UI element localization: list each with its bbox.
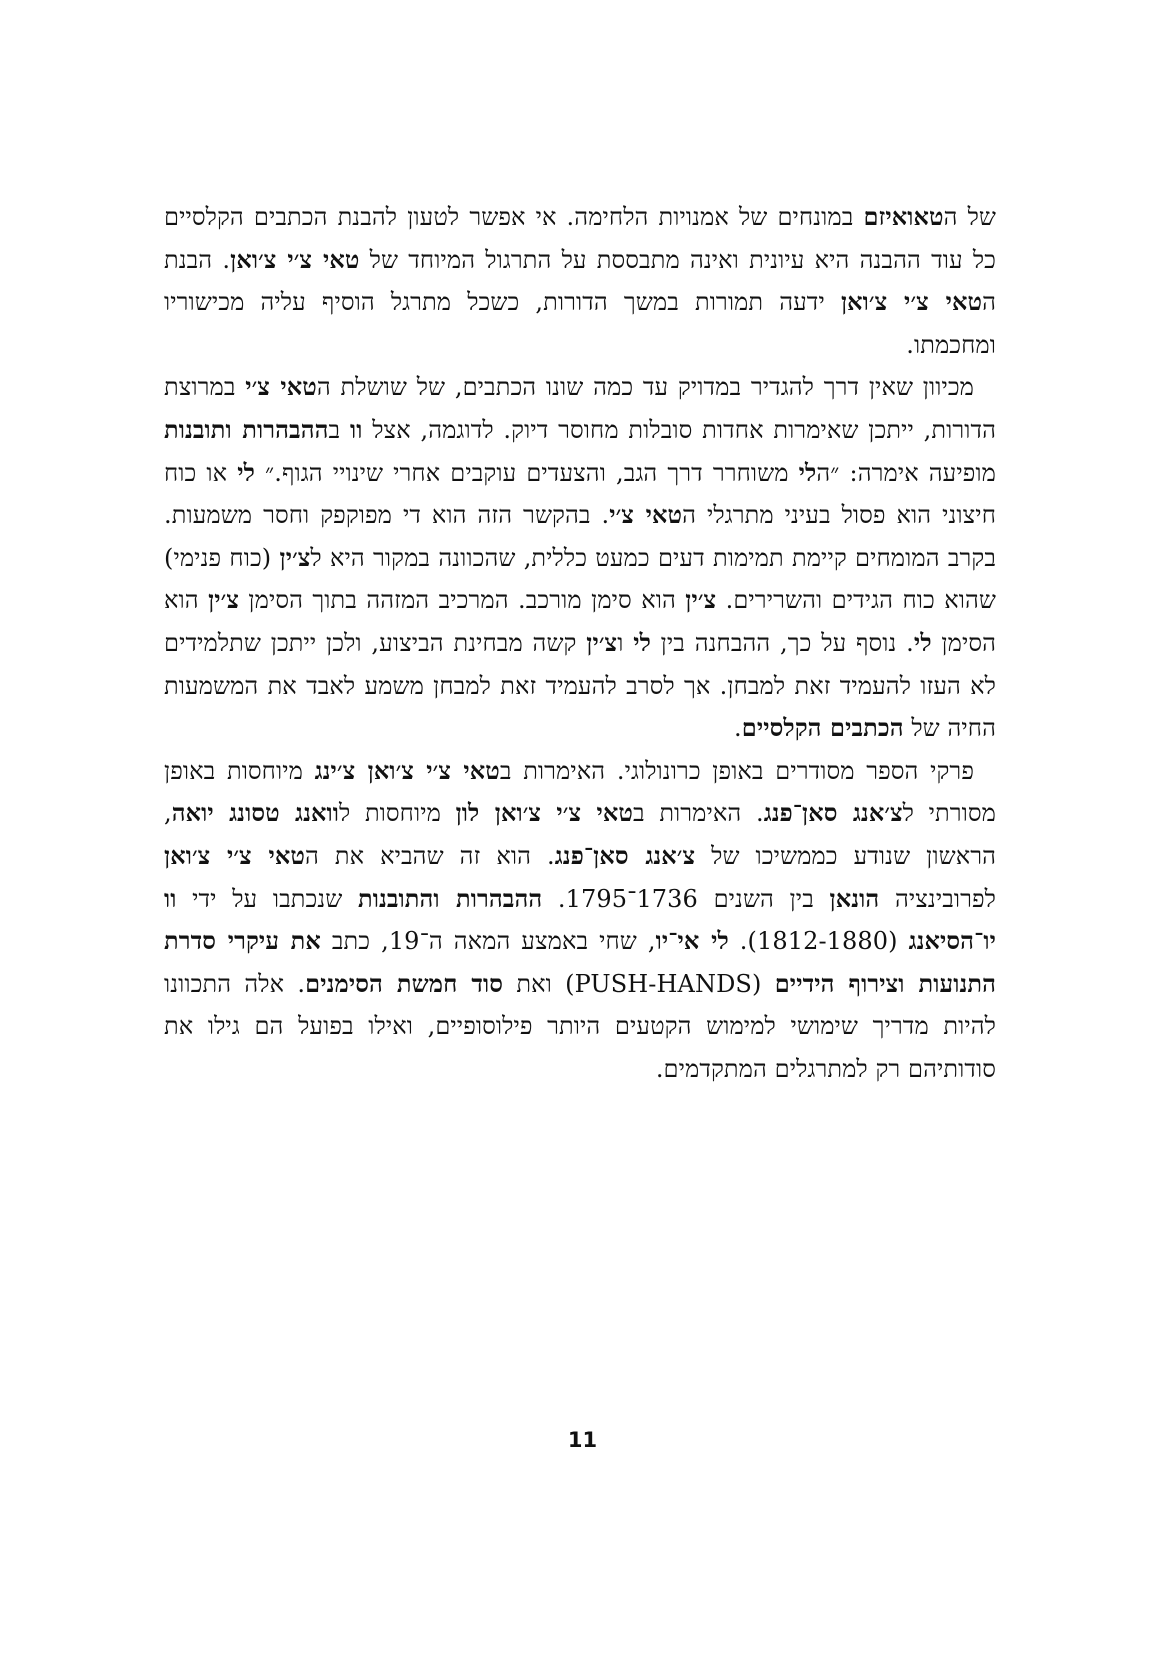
text-run: . בהקשר הזה הוא די מפוקפק וחסר משמעות. בקרב המומחים קיימת תמימות דעים כמעט כללית, שהכוונה במקור היא ל (164, 501, 997, 572)
body-text (164, 196, 996, 1090)
bold-term: צ׳ין (685, 585, 717, 615)
bold-term: לי אי־יו (655, 926, 729, 956)
bold-term: את עיקרי סדרת התנועות וצירוף הידיים (164, 926, 996, 998)
text-run: בין השנים 1736־1795. (542, 884, 830, 913)
text-run: הוא הסימן (164, 586, 997, 657)
text-run: , שחי באמצע המאה ה־19, כתב (320, 927, 656, 956)
bold-term: וו יו־הסיאנג (164, 883, 996, 956)
bold-term: טאי צ׳י צ׳ואן צ׳ינג (314, 755, 500, 785)
text-run: פרקי הספר מסודרים באופן כרונולוגי. האימרות ב (499, 756, 974, 785)
paragraph-2 (164, 366, 996, 749)
text-run: מופיעה אימרה: ״ה (816, 458, 996, 487)
text-run: (1812-1880). (728, 927, 909, 956)
text-run: . נוסף על כך, ההבחנה בין (650, 628, 914, 657)
text-run: של ה (943, 203, 997, 231)
bold-term: טאי צ׳י צ׳ואן (230, 244, 360, 274)
text-run: מיוחסות ל (338, 799, 456, 828)
bold-term: טאי צ׳י (245, 372, 317, 402)
text-run: מיוחסות באופן מסורתי ל (164, 756, 996, 828)
text-run: . הבנת ה (164, 245, 997, 317)
bold-term: וואנג טסונג יואה (171, 798, 339, 828)
text-run: במרוצת הדורות, ייתכן שאימרות אחדות סובלות מחוסר דיוק. לדוגמה, אצל (164, 373, 996, 444)
bold-term: טאי צ׳י צ׳ואן (164, 840, 305, 870)
text-run: . האימרות ב (633, 799, 764, 828)
bold-term: לי (237, 457, 255, 487)
text-run: משוחרר דרך הגב, והצעדים עוקבים אחרי שינויי הגוף.״ (254, 458, 799, 487)
text-run: (PUSH-HANDS) ואת (503, 969, 775, 998)
text-run: ידעה תמורות במשך הדורות, כשכל מתרגל הוסיף עליה מכישוריו ומחכמתו. (164, 288, 996, 359)
bold-term: צ׳ין (279, 542, 311, 572)
text-run: שנכתבו על ידי (176, 884, 358, 913)
text-run: קשה מבחינת הביצוע, ולכן ייתכן שתלמידים לא העזו להעמיד זאת למבחן. אך לסרב להעמיד זאת למבחן משמע לאבד את המשמעות החיה של (164, 628, 996, 743)
bold-term: לי (633, 627, 651, 657)
bold-term: טאי צ׳י צ׳ואן (840, 287, 983, 317)
text-run: במונחים של אמנויות הלחימה. אי אפשר לטעון להבנת הכתבים הקלסיים כל עוד ההבנה היא עיונית ואינה מתבססת על התרגול המיוחד של (164, 203, 997, 274)
text-run: (כוח פנימי) שהוא כוח הגידים והשרירים. (164, 543, 996, 615)
bold-term: צ׳אנג סאן־פנג (763, 798, 903, 828)
bold-term: ההבהרות ותובנות (164, 414, 329, 444)
bold-term: וו (349, 414, 363, 444)
bold-term: סוד חמשת הסימנים (305, 968, 504, 998)
bold-term: טאואיזם (863, 202, 944, 231)
text-run: ב (328, 415, 350, 444)
bold-term: צ׳ין (586, 627, 618, 657)
bold-term: צ׳ין (208, 585, 239, 615)
text-run: לפרובינציה (879, 884, 997, 913)
bold-term: טאי צ׳י (609, 500, 683, 530)
text-run: . הוא זה שהביא את ה (304, 841, 555, 870)
text-run: ו (617, 628, 634, 657)
text-run: הוא סימן מורכב. המרכיב המזהה בתוך הסימן (239, 586, 686, 615)
bold-term: טאי צ׳י צ׳ואן לון (455, 798, 633, 828)
text-run: . אלה התכוונו להיות מדריך שימושי למימוש הקטעים היותר פילוסופיים, ואילו בפועל הם גילו את סודותיהם רק למתרגלים המתקדמים. (164, 969, 996, 1083)
bold-term: צ׳אנג סאן־פנג (554, 840, 696, 870)
bold-term: ההבהרות והתובנות (357, 883, 543, 913)
bold-term: לי (913, 627, 932, 657)
text-run: מכיוון שאין דרך להגדיר במדויק עד כמה שונו הכתבים, של שושלת ה (316, 373, 975, 402)
text-run: , הראשון שנודע כממשיכו של (164, 799, 997, 870)
text-run: או כוח חיצוני הוא פסול בעיני מתרגלי ה (164, 458, 996, 530)
paragraph-3 (164, 750, 996, 1091)
bold-term: הכתבים הקלסיים (741, 713, 904, 743)
bold-term: הונאן (829, 883, 880, 913)
page-number: 11 (567, 1428, 598, 1452)
paragraph-1 (164, 196, 996, 366)
text-run: . (734, 714, 742, 743)
bold-term: לי (798, 457, 817, 487)
